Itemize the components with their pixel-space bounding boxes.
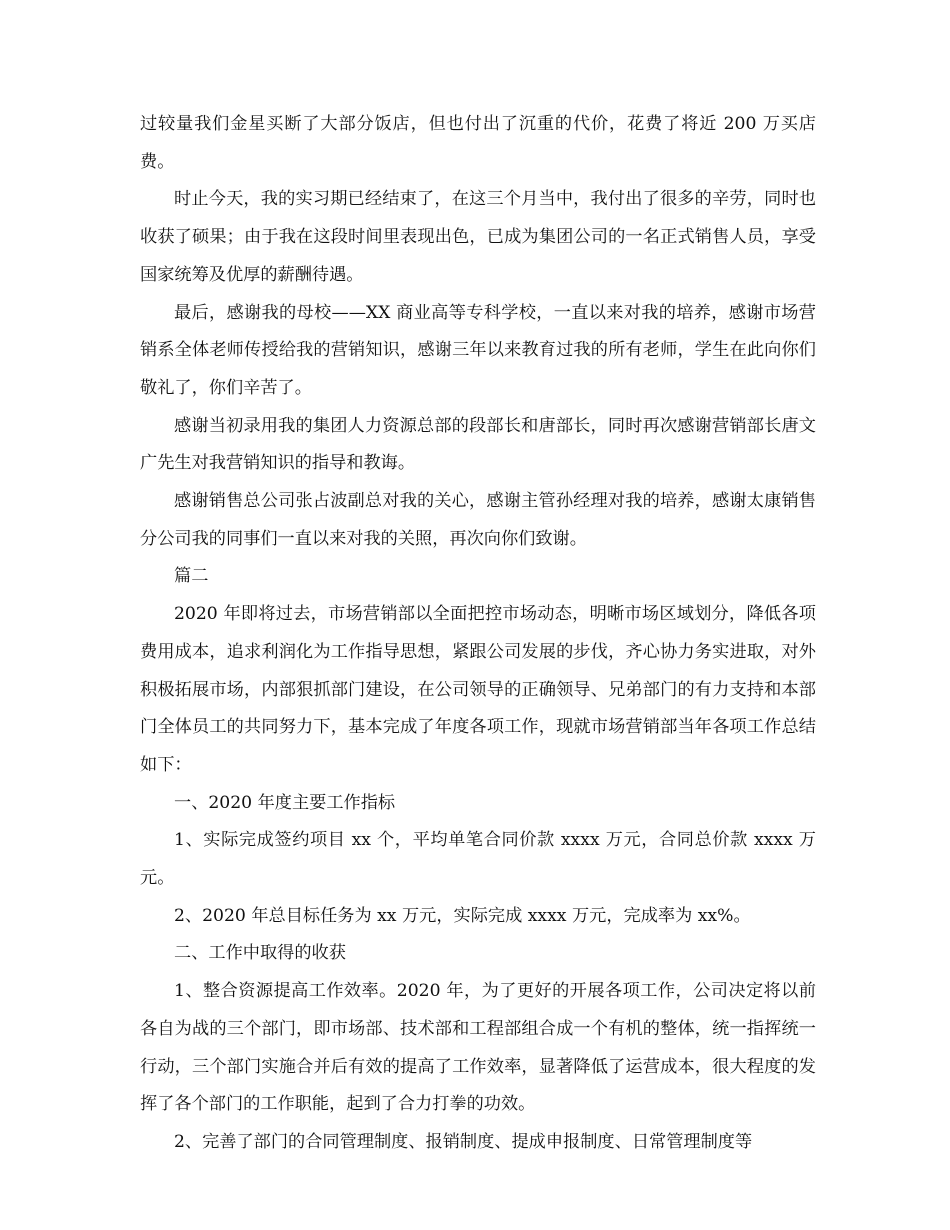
paragraph: 感谢销售总公司张占波副总对我的关心，感谢主管孙经理对我的培养，感谢太康销售分公司我的同事们一直以来对我的关照，再次向你们致谢。 bbox=[140, 491, 816, 549]
section-heading: 二、工作中取得的收获 bbox=[174, 943, 346, 964]
section-heading: 篇二 bbox=[174, 566, 209, 587]
paragraph: 时止今天，我的实习期已经结束了，在这三个月当中，我付出了很多的辛劳，同时也收获了硕果；由于我在这段时间里表现出色，已成为集团公司的一名正式销售人员，享受国家统筹及优厚的薪酬待遇。 bbox=[140, 189, 816, 285]
paragraph: 过较量我们金星买断了大部分饭店，但也付出了沉重的代价，花费了将近 200 万买店费。 bbox=[140, 114, 816, 172]
list-item: 1、实际完成签约项目 xx 个，平均单笔合同价款 xxxx 万元，合同总价款 xxxx 万元。 bbox=[140, 830, 816, 889]
list-item: 2、完善了部门的合同管理制度、报销制度、提成申报制度、日常管理制度等 bbox=[174, 1131, 753, 1152]
list-item: 2、2020 年总目标任务为 xx 万元，实际完成 xxxx 万元，完成率为 xx%。 bbox=[174, 905, 751, 926]
paragraph: 最后，感谢我的母校——XX 商业高等专科学校，一直以来对我的培养，感谢市场营销系全体老师传授给我的营销知识，感谢三年以来教育过我的所有老师，学生在此向你们敬礼了，你们辛苦了。 bbox=[140, 302, 816, 398]
paragraph: 感谢当初录用我的集团人力资源总部的段部长和唐部长，同时再次感谢营销部长唐文广先生对我营销知识的指导和教诲。 bbox=[140, 415, 816, 474]
paragraph: 2020 年即将过去，市场营销部以全面把控市场动态，明晰市场区域划分，降低各项费用成本，追求利润化为工作指导思想，紧跟公司发展的步伐，齐心协力务实进取，对外积极拓展市场，内部狠抓部门建设，在公司领导的正确领导、兄弟部门的有力支持和本部门全体员工的共同努力下，基本完成了年度各项工作，现就市场营销部当年各项工作总结如下： bbox=[140, 604, 816, 775]
section-heading: 一、2020 年度主要工作指标 bbox=[174, 792, 396, 813]
list-item: 1、整合资源提高工作效率。2020 年，为了更好的开展各项工作，公司决定将以前各自为战的三个部门，即市场部、技术部和工程部组合成一个有机的整体，统一指挥统一行动，三个部门实施合并后有效的提高了工作效率，显著降低了运营成本，很大程度的发挥了各个部门的工作职能，起到了合力打拳的功效。 bbox=[140, 981, 816, 1115]
document-body bbox=[140, 106, 816, 1162]
